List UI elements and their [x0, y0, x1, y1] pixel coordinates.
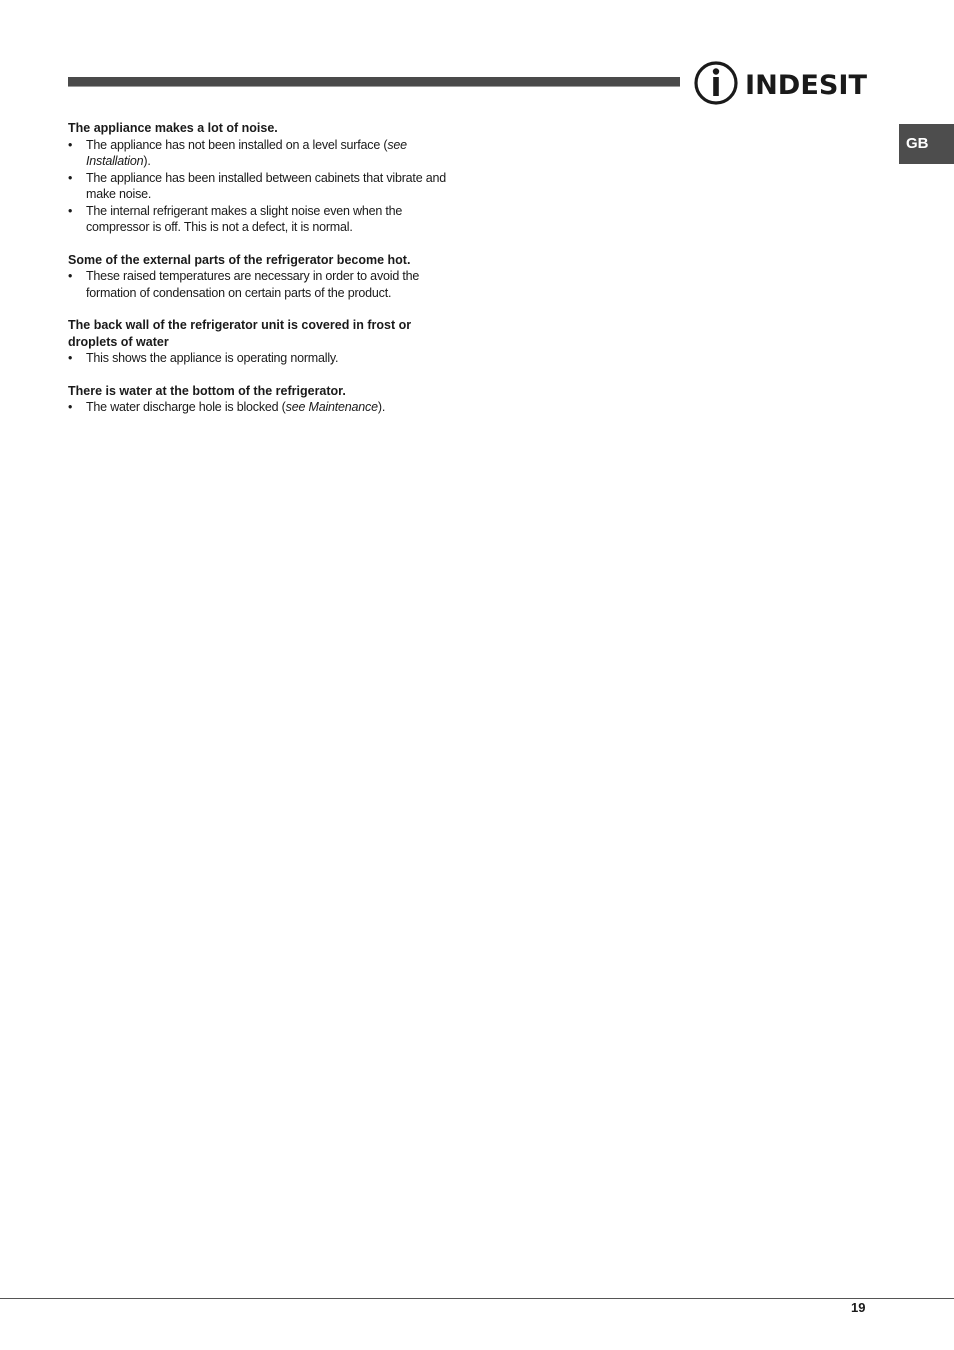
bullet-icon: • — [68, 137, 73, 152]
bullet-icon: • — [68, 170, 73, 185]
section-heading: The back wall of the refrigerator unit is covered in frost or droplets of water — [68, 318, 412, 349]
troubleshooting-section — [68, 252, 458, 302]
bullet-list — [68, 399, 458, 416]
section-heading: Some of the external parts of the refrigerator become hot. — [68, 252, 411, 267]
footer-divider — [0, 1298, 954, 1299]
item-reference: see Maintenance — [285, 400, 378, 414]
page-number: 19 — [851, 1300, 866, 1315]
troubleshooting-section — [68, 317, 458, 367]
language-tab: GB — [899, 124, 954, 164]
bullet-icon: • — [68, 351, 73, 365]
bullet-list — [68, 350, 458, 367]
item-text: The water discharge hole is blocked ( — [86, 400, 286, 414]
list-item — [68, 350, 458, 367]
bullet-list — [68, 268, 458, 301]
item-text: The appliance has been installed between cabinets that vibrate and make noise. — [86, 170, 446, 201]
item-text: These raised temperatures are necessary in order to avoid the formation of condensation on certain parts of the product. — [86, 269, 420, 300]
section-heading: There is water at the bottom of the refrigerator. — [68, 383, 346, 398]
troubleshooting-content — [68, 120, 458, 432]
troubleshooting-section — [68, 120, 458, 236]
list-item — [68, 170, 458, 203]
list-item — [68, 399, 458, 416]
troubleshooting-section — [68, 383, 458, 416]
item-text: The internal refrigerant makes a slight noise even when the compressor is off. This is not a defect, it is normal. — [86, 203, 403, 234]
list-item — [68, 268, 458, 301]
item-text-end: ). — [143, 154, 151, 168]
indesit-logo — [693, 60, 869, 106]
bullet-icon: • — [68, 400, 73, 414]
brand-wordmark: INDESIT — [745, 70, 868, 101]
list-item — [68, 137, 458, 170]
section-heading: The appliance makes a lot of noise. — [68, 121, 278, 135]
item-text-end: ). — [377, 400, 386, 414]
bullet-icon: • — [68, 203, 73, 218]
item-text: This shows the appliance is operating normally. — [86, 351, 339, 365]
item-reference: see Installation — [86, 137, 407, 168]
header-bar — [68, 77, 680, 87]
item-text: The appliance has not been installed on a level surface ( — [86, 137, 388, 152]
bullet-list — [68, 137, 458, 236]
list-item — [68, 203, 458, 236]
bullet-icon: • — [68, 269, 73, 283]
